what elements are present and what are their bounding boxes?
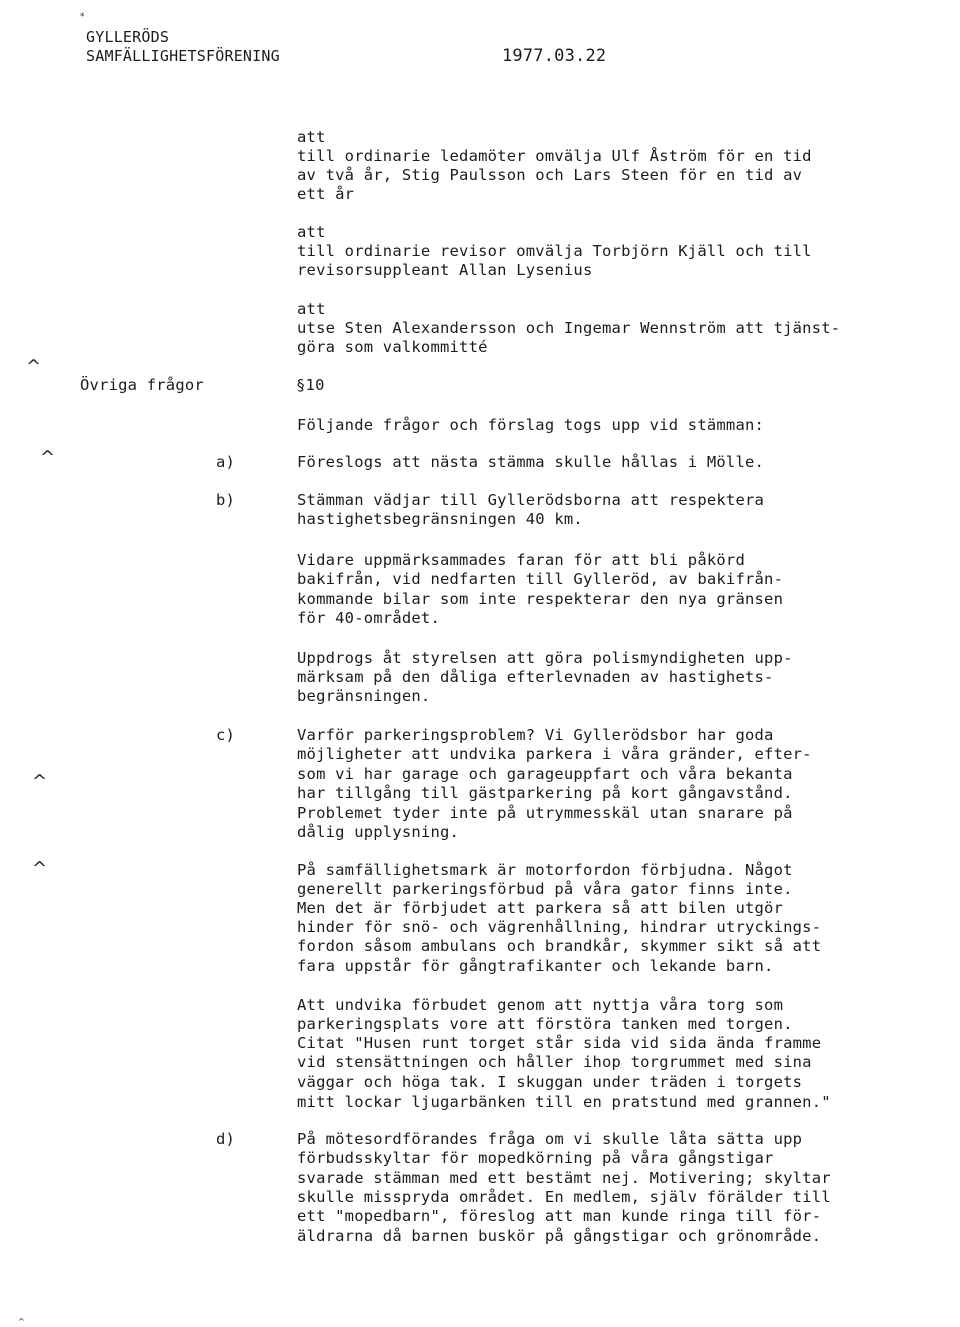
item-label-b: b) <box>216 491 236 509</box>
item-b-p2-line: för 40-området. <box>297 609 440 627</box>
resolution-3-line-3: göra som valkommitté <box>297 338 488 356</box>
margin-section-heading: Övriga frågor <box>80 376 204 394</box>
item-b-p2-line: Vidare uppmärksammades faran för att bli påkörd <box>297 551 745 569</box>
item-b-p3-line: begränsningen. <box>297 687 431 705</box>
item-c-p3-line: parkeringsplats vore att förstöra tanken med torgen. <box>297 1015 793 1033</box>
item-d-line: skulle misspryda området. En medlem, själv förälder till <box>297 1188 831 1206</box>
margin-caret-mark: ^ <box>40 447 56 468</box>
item-b-p2-line: kommande bilar som inte respekterar den nya gränsen <box>297 590 784 608</box>
margin-caret-mark: ^ <box>18 1317 25 1326</box>
item-c-p3-line: mitt lockar ljugarbänken till en pratstund med grannen." <box>297 1093 831 1111</box>
resolution-3-line-1: att <box>297 300 326 318</box>
item-c-p2-line: Men det är förbjudet att parkera så att bilen utgör <box>297 899 784 917</box>
item-c-p1-line: möjligheter att undvika parkera i våra gränder, efter- <box>297 745 812 763</box>
item-c-p2-line: hinder för snö- och vägrenhållning, hindrar utryckings- <box>297 918 822 936</box>
item-label-d: d) <box>216 1130 236 1148</box>
item-d-line: äldrarna då barnen buskör på gångstigar och grönområde. <box>297 1227 822 1245</box>
org-name-line2: SAMFÄLLIGHETSFÖRENING <box>86 47 280 65</box>
item-d-line: ett "mopedbarn", föreslog att man kunde ringa till för- <box>297 1207 822 1225</box>
item-c-p3-line: väggar och höga tak. I skuggan under träden i torgets <box>297 1073 803 1091</box>
item-c-p1-line: har tillgång till gästparkering på kort gångavstånd. <box>297 784 793 802</box>
resolution-1-line-1: att <box>297 128 326 146</box>
resolution-2-line-1: att <box>297 223 326 241</box>
margin-caret-mark: ^ <box>32 858 48 879</box>
item-b-p3-line: märksam på den dåliga efterlevnaden av hastighets- <box>297 668 774 686</box>
item-b-p3-line: Uppdrogs åt styrelsen att göra polismyndigheten upp- <box>297 649 793 667</box>
item-d-line: svarade stämman med ett bestämt nej. Motivering; skyltar <box>297 1169 831 1187</box>
item-c-p1-line: Problemet tyder inte på utrymmesskäl utan snarare på <box>297 804 793 822</box>
item-b-p1-line: Stämman vädjar till Gyllerödsborna att respektera <box>297 491 765 509</box>
item-c-p3-line: Citat "Husen runt torget står sida vid sida ända framme <box>297 1034 822 1052</box>
item-d-line: På mötesordförandes fråga om vi skulle låta sätta upp <box>297 1130 803 1148</box>
item-c-p1-line: Varför parkeringsproblem? Vi Gyllerödsbor har goda <box>297 726 774 744</box>
resolution-2-line-2: till ordinarie revisor omvälja Torbjörn Kjäll och till <box>297 242 812 260</box>
item-label-c: c) <box>216 726 236 744</box>
resolution-3-line-2: utse Sten Alexandersson och Ingemar Wennström att tjänst- <box>297 319 841 337</box>
item-c-p2-line: fordon såsom ambulans och brandkår, skymmer sikt så att <box>297 937 822 955</box>
resolution-1-line-2: till ordinarie ledamöter omvälja Ulf Åström för en tid <box>297 147 812 165</box>
item-a-text: Föreslogs att nästa stämma skulle hållas i Mölle. <box>297 453 765 471</box>
resolution-2-line-3: revisorsuppleant Allan Lysenius <box>297 261 593 279</box>
section-intro: Följande frågor och förslag togs upp vid stämman: <box>297 416 765 434</box>
item-c-p1-line: som vi har garage och garageuppfart och våra bekanta <box>297 765 793 783</box>
item-c-p1-line: dålig upplysning. <box>297 823 460 841</box>
margin-caret-mark: ^ <box>26 356 42 377</box>
document-date: 1977.03.22 <box>502 46 607 66</box>
margin-tick-mark: * <box>80 12 85 22</box>
resolution-1-line-3: av två år, Stig Paulsson och Lars Steen för en tid av <box>297 166 803 184</box>
section-number: §10 <box>296 376 325 394</box>
item-label-a: a) <box>216 453 236 471</box>
item-c-p2-line: På samfällighetsmark är motorfordon förbjudna. Något <box>297 861 793 879</box>
item-b-p1-line: hastighetsbegränsningen 40 km. <box>297 510 583 528</box>
resolution-1-line-4: ett år <box>297 185 355 203</box>
margin-caret-mark: ^ <box>32 771 48 792</box>
item-b-p2-line: bakifrån, vid nedfarten till Gylleröd, av bakifrån- <box>297 570 784 588</box>
item-c-p3-line: vid stensättningen och håller ihop torgrummet med sina <box>297 1053 812 1071</box>
item-c-p2-line: generellt parkeringsförbud på våra gator finns inte. <box>297 880 793 898</box>
item-c-p2-line: fara uppstår för gångtrafikanter och lekande barn. <box>297 957 774 975</box>
org-name-line1: GYLLERÖDS <box>86 28 170 46</box>
item-d-line: förbudsskyltar för mopedkörning på våra gångstigar <box>297 1149 774 1167</box>
item-c-p3-line: Att undvika förbudet genom att nyttja våra torg som <box>297 996 784 1014</box>
